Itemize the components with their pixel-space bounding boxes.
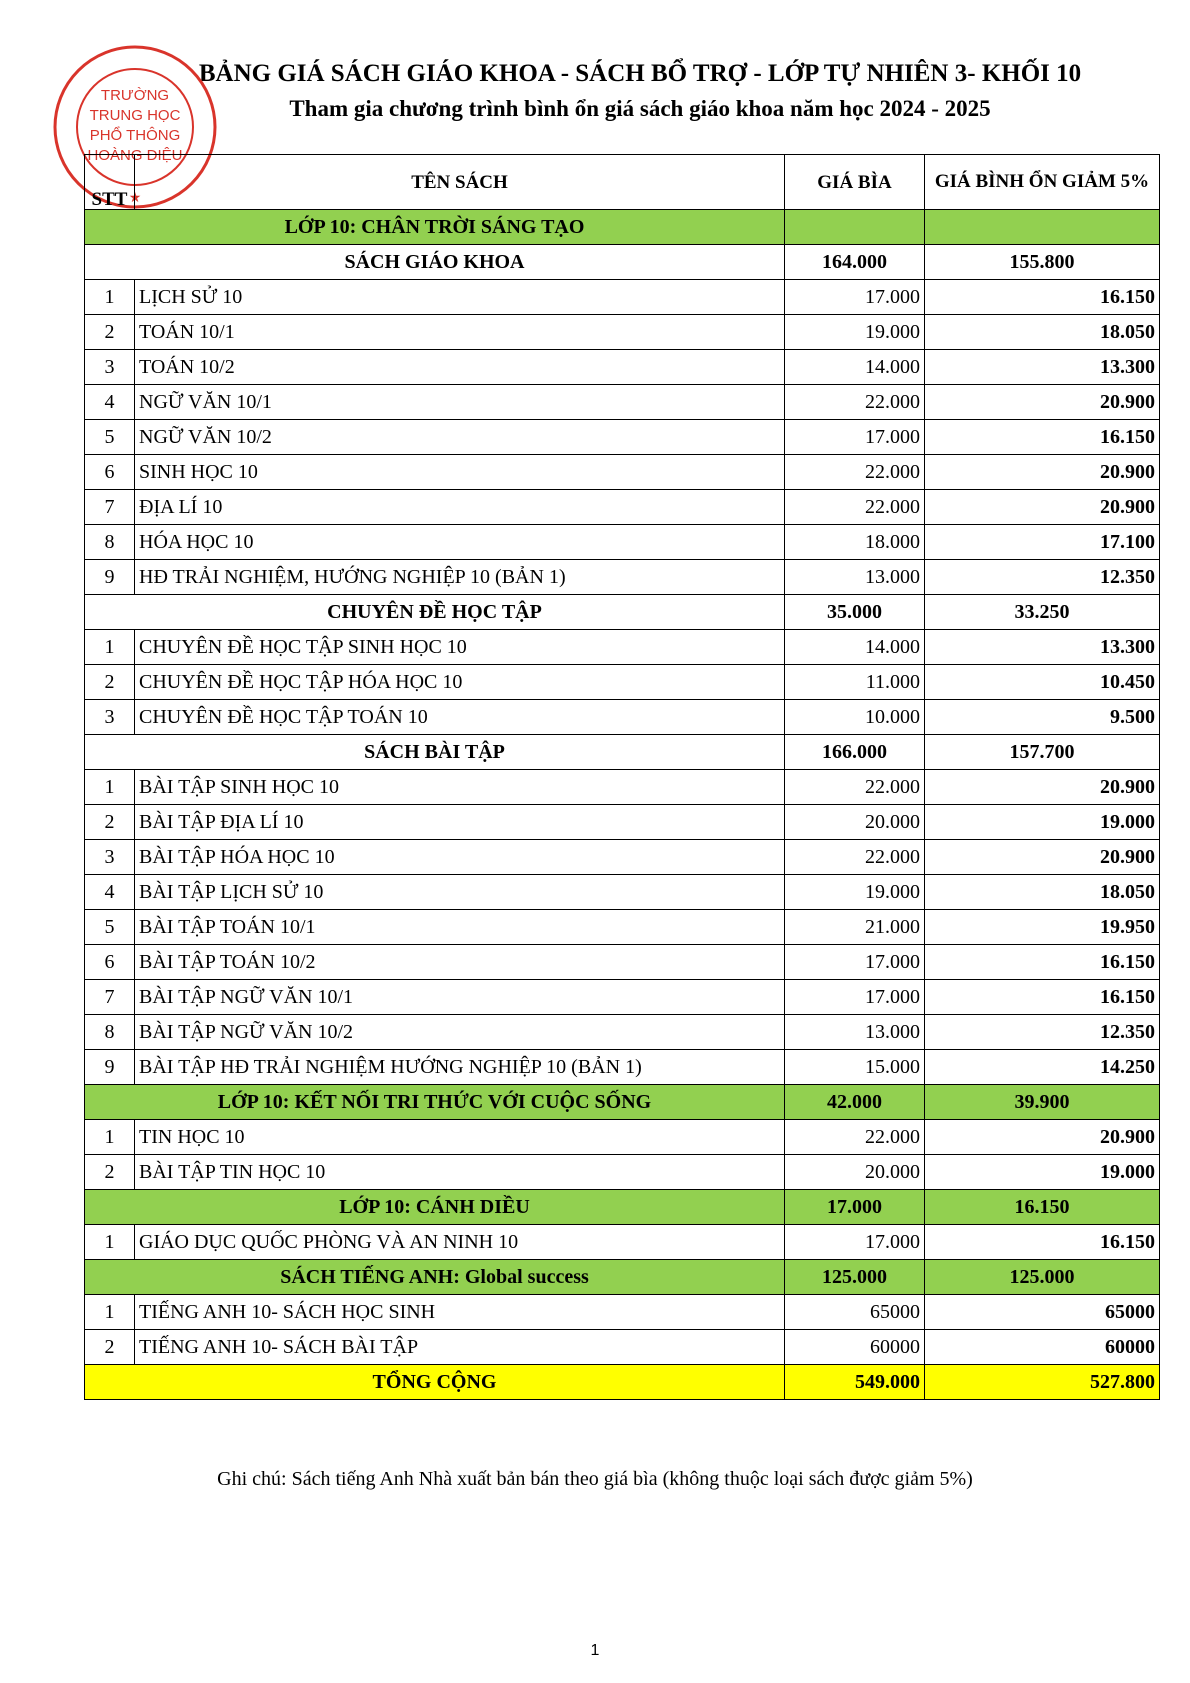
row-discount-price: 9.500: [925, 700, 1160, 735]
row-cover-price: 22.000: [785, 490, 925, 525]
row-stt: 1: [85, 1295, 135, 1330]
section-discount-total: 157.700: [925, 735, 1160, 770]
group-header-row: [85, 1190, 1160, 1225]
row-discount-price: 20.900: [925, 455, 1160, 490]
book-row: [85, 665, 1160, 700]
book-row: [85, 1120, 1160, 1155]
row-cover-price: 22.000: [785, 1120, 925, 1155]
row-discount-price: 12.350: [925, 560, 1160, 595]
row-discount-price: 19.000: [925, 805, 1160, 840]
header-stt: STT: [85, 155, 135, 210]
row-book-name: BÀI TẬP LỊCH SỬ 10: [135, 875, 785, 910]
section-cover-total: 125.000: [785, 1260, 925, 1295]
book-row: [85, 805, 1160, 840]
row-cover-price: 14.000: [785, 350, 925, 385]
row-stt: 9: [85, 1050, 135, 1085]
book-row: [85, 280, 1160, 315]
row-book-name: BÀI TẬP SINH HỌC 10: [135, 770, 785, 805]
row-book-name: BÀI TẬP NGỮ VĂN 10/1: [135, 980, 785, 1015]
row-cover-price: 19.000: [785, 875, 925, 910]
row-book-name: TOÁN 10/1: [135, 315, 785, 350]
book-row: [85, 350, 1160, 385]
row-cover-price: 17.000: [785, 1225, 925, 1260]
row-stt: 2: [85, 805, 135, 840]
row-discount-price: 16.150: [925, 1225, 1160, 1260]
book-row: [85, 455, 1160, 490]
group-header-row: [85, 210, 1160, 245]
book-row: [85, 630, 1160, 665]
book-row: [85, 525, 1160, 560]
row-cover-price: 15.000: [785, 1050, 925, 1085]
row-discount-price: 65000: [925, 1295, 1160, 1330]
row-discount-price: 60000: [925, 1330, 1160, 1365]
row-stt: 8: [85, 525, 135, 560]
book-row: [85, 980, 1160, 1015]
row-cover-price: 20.000: [785, 1155, 925, 1190]
row-stt: 7: [85, 980, 135, 1015]
row-cover-price: 11.000: [785, 665, 925, 700]
section-cover-total: 17.000: [785, 1190, 925, 1225]
row-stt: 3: [85, 350, 135, 385]
book-row: [85, 1330, 1160, 1365]
row-book-name: TIN HỌC 10: [135, 1120, 785, 1155]
row-book-name: SINH HỌC 10: [135, 455, 785, 490]
row-discount-price: 13.300: [925, 350, 1160, 385]
row-cover-price: 13.000: [785, 560, 925, 595]
section-discount-total: 33.250: [925, 595, 1160, 630]
row-stt: 6: [85, 945, 135, 980]
row-stt: 4: [85, 385, 135, 420]
book-row: [85, 910, 1160, 945]
book-row: [85, 1295, 1160, 1330]
row-book-name: BÀI TẬP TOÁN 10/1: [135, 910, 785, 945]
section-header-row: [85, 245, 1160, 280]
header-book-name: TÊN SÁCH: [135, 155, 785, 210]
row-stt: 4: [85, 875, 135, 910]
document-subtitle: Tham gia chương trình bình ổn giá sách giáo khoa năm học 2024 - 2025: [289, 96, 991, 121]
row-discount-price: 16.150: [925, 420, 1160, 455]
book-row: [85, 840, 1160, 875]
section-label: LỚP 10: CHÂN TRỜI SÁNG TẠO: [85, 210, 785, 245]
book-row: [85, 1050, 1160, 1085]
row-book-name: BÀI TẬP NGỮ VĂN 10/2: [135, 1015, 785, 1050]
row-stt: 1: [85, 1120, 135, 1155]
row-book-name: HÓA HỌC 10: [135, 525, 785, 560]
seal-line-4: HOÀNG DIỆU: [87, 147, 183, 164]
price-table: [84, 154, 1160, 1400]
row-book-name: CHUYÊN ĐỀ HỌC TẬP HÓA HỌC 10: [135, 665, 785, 700]
row-stt: 1: [85, 630, 135, 665]
total-cover-price: 549.000: [785, 1365, 925, 1400]
section-cover-total: 35.000: [785, 595, 925, 630]
row-discount-price: 16.150: [925, 280, 1160, 315]
section-label: SÁCH BÀI TẬP: [85, 735, 785, 770]
row-book-name: BÀI TẬP HÓA HỌC 10: [135, 840, 785, 875]
book-row: [85, 490, 1160, 525]
row-book-name: HĐ TRẢI NGHIỆM, HƯỚNG NGHIỆP 10 (BẢN 1): [135, 560, 785, 595]
row-discount-price: 19.000: [925, 1155, 1160, 1190]
seal-line-2: TRUNG HỌC: [89, 107, 181, 124]
section-cover-total: [785, 210, 925, 245]
row-cover-price: 17.000: [785, 945, 925, 980]
row-stt: 2: [85, 665, 135, 700]
footnote: Ghi chú: Sách tiếng Anh Nhà xuất bản bán theo giá bìa (không thuộc loại sách được giảm 5%): [217, 1468, 973, 1490]
row-cover-price: 22.000: [785, 385, 925, 420]
table-header-row: [85, 155, 1160, 210]
row-stt: 2: [85, 315, 135, 350]
section-label: SÁCH GIÁO KHOA: [85, 245, 785, 280]
section-discount-total: 16.150: [925, 1190, 1160, 1225]
row-discount-price: 14.250: [925, 1050, 1160, 1085]
row-stt: 2: [85, 1330, 135, 1365]
section-discount-total: 155.800: [925, 245, 1160, 280]
row-cover-price: 21.000: [785, 910, 925, 945]
total-row: [85, 1365, 1160, 1400]
row-cover-price: 65000: [785, 1295, 925, 1330]
row-stt: 5: [85, 420, 135, 455]
document-title: BẢNG GIÁ SÁCH GIÁO KHOA - SÁCH BỔ TRỢ - LỚP TỰ NHIÊN 3- KHỐI 10: [198, 60, 1082, 87]
row-cover-price: 22.000: [785, 840, 925, 875]
row-cover-price: 22.000: [785, 770, 925, 805]
book-row: [85, 945, 1160, 980]
row-discount-price: 19.950: [925, 910, 1160, 945]
book-row: [85, 385, 1160, 420]
row-book-name: CHUYÊN ĐỀ HỌC TẬP SINH HỌC 10: [135, 630, 785, 665]
row-book-name: TIẾNG ANH 10- SÁCH BÀI TẬP: [135, 1330, 785, 1365]
group-header-row: [85, 1085, 1160, 1120]
row-cover-price: 17.000: [785, 280, 925, 315]
row-discount-price: 18.050: [925, 875, 1160, 910]
section-discount-total: [925, 210, 1160, 245]
row-cover-price: 22.000: [785, 455, 925, 490]
row-discount-price: 20.900: [925, 1120, 1160, 1155]
section-label: SÁCH TIẾNG ANH: Global success: [85, 1260, 785, 1295]
section-label: LỚP 10: KẾT NỐI TRI THỨC VỚI CUỘC SỐNG: [85, 1085, 785, 1120]
row-discount-price: 20.900: [925, 385, 1160, 420]
section-header-row: [85, 735, 1160, 770]
row-stt: 3: [85, 840, 135, 875]
book-row: [85, 1155, 1160, 1190]
section-label: LỚP 10: CÁNH DIỀU: [85, 1190, 785, 1225]
row-cover-price: 13.000: [785, 1015, 925, 1050]
row-cover-price: 60000: [785, 1330, 925, 1365]
row-book-name: TIẾNG ANH 10- SÁCH HỌC SINH: [135, 1295, 785, 1330]
row-book-name: ĐỊA LÍ 10: [135, 490, 785, 525]
row-book-name: GIÁO DỤC QUỐC PHÒNG VÀ AN NINH 10: [135, 1225, 785, 1260]
row-discount-price: 10.450: [925, 665, 1160, 700]
book-row: [85, 560, 1160, 595]
row-discount-price: 12.350: [925, 1015, 1160, 1050]
book-row: [85, 420, 1160, 455]
page-number: 1: [590, 1642, 600, 1659]
row-stt: 1: [85, 1225, 135, 1260]
row-book-name: LỊCH SỬ 10: [135, 280, 785, 315]
row-book-name: BÀI TẬP HĐ TRẢI NGHIỆM HƯỚNG NGHIỆP 10 (BẢN 1): [135, 1050, 785, 1085]
row-stt: 3: [85, 700, 135, 735]
total-label: TỔNG CỘNG: [85, 1365, 785, 1400]
row-book-name: BÀI TẬP TIN HỌC 10: [135, 1155, 785, 1190]
row-discount-price: 18.050: [925, 315, 1160, 350]
seal-line-3: PHỔ THÔNG: [89, 127, 181, 144]
section-cover-total: 164.000: [785, 245, 925, 280]
header-cover-price: GIÁ BÌA: [785, 155, 925, 210]
row-book-name: BÀI TẬP ĐỊA LÍ 10: [135, 805, 785, 840]
row-book-name: BÀI TẬP TOÁN 10/2: [135, 945, 785, 980]
row-stt: 7: [85, 490, 135, 525]
section-cover-total: 42.000: [785, 1085, 925, 1120]
row-cover-price: 10.000: [785, 700, 925, 735]
group-header-row: [85, 1260, 1160, 1295]
row-discount-price: 20.900: [925, 770, 1160, 805]
header-discount-price: GIÁ BÌNH ỔN GIẢM 5%: [925, 155, 1160, 210]
svg-text:★: ★: [128, 189, 142, 205]
book-row: [85, 1015, 1160, 1050]
seal-line-1: TRƯỜNG: [100, 87, 170, 104]
section-discount-total: 125.000: [925, 1260, 1160, 1295]
row-stt: 9: [85, 560, 135, 595]
row-discount-price: 17.100: [925, 525, 1160, 560]
section-discount-total: 39.900: [925, 1085, 1160, 1120]
row-stt: 8: [85, 1015, 135, 1050]
row-stt: 1: [85, 770, 135, 805]
row-book-name: NGỮ VĂN 10/1: [135, 385, 785, 420]
book-row: [85, 875, 1160, 910]
row-cover-price: 18.000: [785, 525, 925, 560]
row-cover-price: 14.000: [785, 630, 925, 665]
row-discount-price: 20.900: [925, 490, 1160, 525]
row-cover-price: 17.000: [785, 980, 925, 1015]
row-book-name: TOÁN 10/2: [135, 350, 785, 385]
row-discount-price: 16.150: [925, 980, 1160, 1015]
row-stt: 1: [85, 280, 135, 315]
row-cover-price: 17.000: [785, 420, 925, 455]
book-row: [85, 770, 1160, 805]
row-cover-price: 20.000: [785, 805, 925, 840]
section-header-row: [85, 595, 1160, 630]
row-book-name: NGỮ VĂN 10/2: [135, 420, 785, 455]
book-row: [85, 700, 1160, 735]
book-row: [85, 315, 1160, 350]
row-stt: 2: [85, 1155, 135, 1190]
row-stt: 6: [85, 455, 135, 490]
section-label: CHUYÊN ĐỀ HỌC TẬP: [85, 595, 785, 630]
row-discount-price: 16.150: [925, 945, 1160, 980]
book-row: [85, 1225, 1160, 1260]
row-cover-price: 19.000: [785, 315, 925, 350]
row-stt: 5: [85, 910, 135, 945]
row-discount-price: 20.900: [925, 840, 1160, 875]
section-cover-total: 166.000: [785, 735, 925, 770]
row-book-name: CHUYÊN ĐỀ HỌC TẬP TOÁN 10: [135, 700, 785, 735]
row-discount-price: 13.300: [925, 630, 1160, 665]
total-discount-price: 527.800: [925, 1365, 1160, 1400]
